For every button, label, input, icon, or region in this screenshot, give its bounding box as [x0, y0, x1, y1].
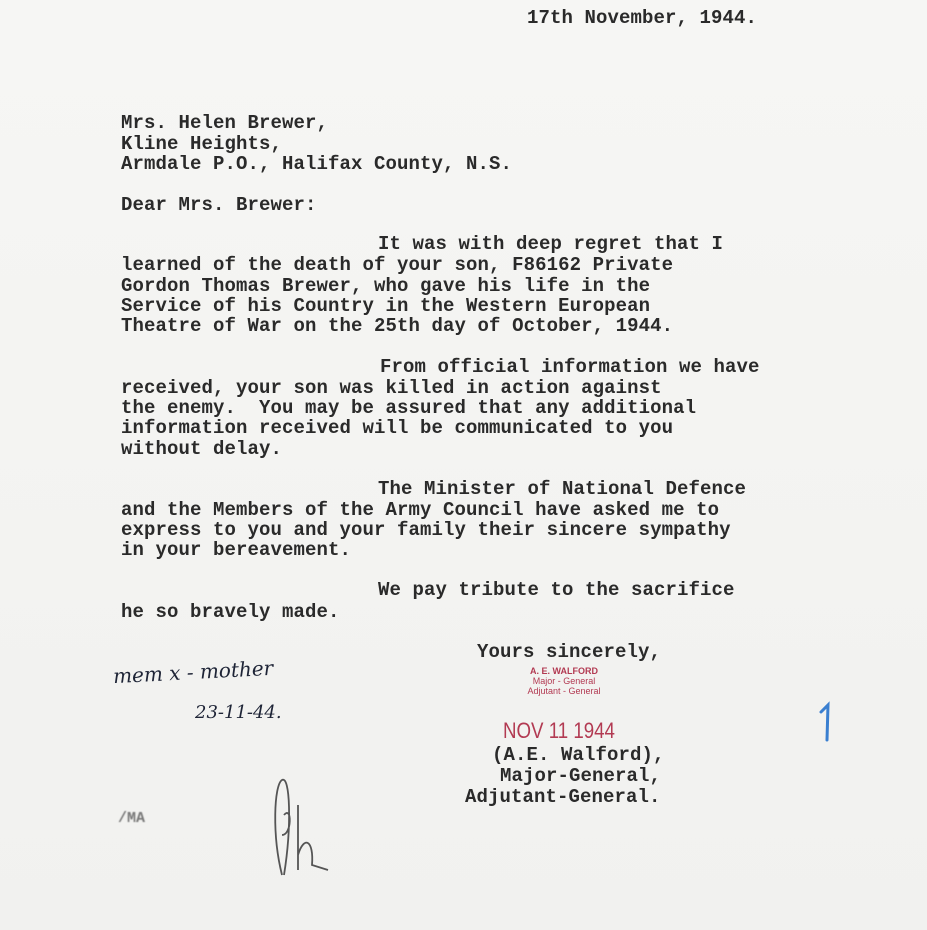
body-line: Theatre of War on the 25th day of October, 1944. — [121, 315, 674, 337]
letter-date: 17th November, 1944. — [527, 7, 758, 29]
handwritten-date: 23-11-44. — [195, 702, 282, 723]
body-line: We pay tribute to the sacrifice — [378, 579, 735, 601]
reference-initials: /MA — [118, 810, 146, 827]
stamp-title: Adjutant - General — [527, 686, 601, 696]
body-line: information received will be communicated to you — [121, 417, 674, 439]
body-line: the enemy. You may be assured that any additional — [121, 397, 697, 419]
body-line: express to you and your family their sincere sympathy — [121, 519, 731, 541]
received-date-stamp: NOV 11 1944 — [503, 718, 615, 743]
body-line: without delay. — [121, 438, 283, 460]
address-line: Mrs. Helen Brewer, — [121, 112, 329, 134]
signatory-title: Adjutant-General. — [465, 786, 661, 808]
body-line: From official information we have — [380, 356, 760, 378]
body-line: and the Members of the Army Council have asked me to — [121, 499, 720, 521]
signature-stamp — [512, 666, 616, 696]
stamp-rank: Major - General — [532, 676, 596, 686]
body-line: The Minister of National Defence — [378, 478, 747, 500]
body-line: learned of the death of your son, F86162 Private — [121, 254, 674, 276]
signatory-name: (A.E. Walford), — [492, 744, 665, 766]
address-line: Kline Heights, — [121, 133, 283, 155]
blue-pencil-mark — [815, 700, 840, 745]
body-line: in your bereavement. — [121, 539, 352, 561]
closing: Yours sincerely, — [477, 641, 662, 663]
handwritten-initials — [262, 775, 332, 885]
body-line: Gordon Thomas Brewer, who gave his life in the — [121, 275, 651, 297]
body-line: received, your son was killed in action against — [121, 377, 662, 399]
address-line: Armdale P.O., Halifax County, N.S. — [121, 153, 513, 175]
body-line: Service of his Country in the Western European — [121, 295, 651, 317]
body-line: he so bravely made. — [121, 601, 340, 623]
body-line: It was with deep regret that I — [378, 233, 724, 255]
signatory-rank: Major-General, — [500, 765, 662, 787]
stamp-name: A. E. WALFORD — [530, 666, 598, 676]
salutation: Dear Mrs. Brewer: — [121, 194, 317, 216]
handwritten-note: mem x - mother — [112, 655, 274, 689]
